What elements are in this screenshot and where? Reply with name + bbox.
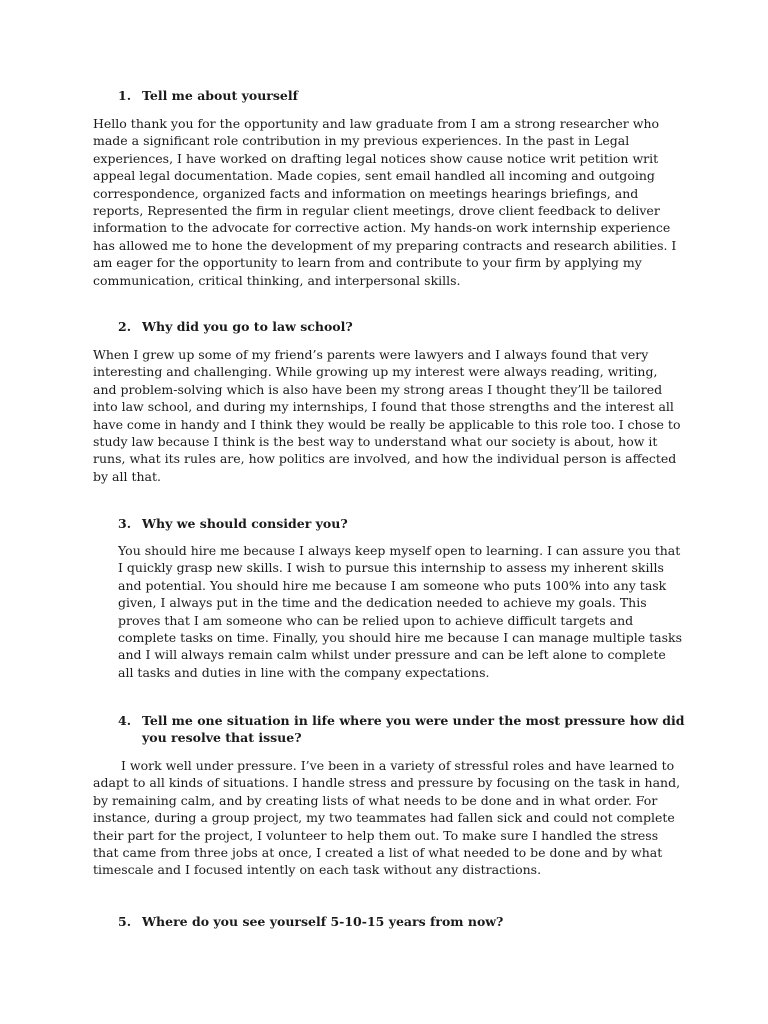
question-title: Why we should consider you? <box>142 516 348 531</box>
question-number: 5. <box>118 914 132 929</box>
question-title: Where do you see yourself 5-10-15 years from now? <box>142 914 504 929</box>
question-title: Why did you go to law school? <box>142 319 353 334</box>
answer-paragraph-2: When I grew up some of my friend’s parents were lawyers and I always found that very interesting and challenging. While growing up my interest were always reading, writing, and problem-solving which is also have been my strong areas I thought they’ll be tailored into law school, and during my internships, I found that those strengths and the interest all have come in handy and I think they would be really be applicable to this role too. I chose to study law because I think is the best way to understand what our society is about, how it runs, what its rules are, how politics are involved, and how the individual person is affected by all that. <box>93 347 681 484</box>
question-number: 3. <box>118 516 132 531</box>
question-heading-1 <box>118 87 298 104</box>
question-title: Tell me about yourself <box>142 88 298 103</box>
question-heading-3 <box>118 515 348 532</box>
question-number: 2. <box>118 319 132 334</box>
answer-paragraph-3: You should hire me because I always keep myself open to learning. I can assure you that I quickly grasp new skills. I wish to pursue this internship to assess my inherent skills and potential. You should hire me because I am someone who puts 100% into any task given, I always put in the time and the dedication needed to achieve my goals. This proves that I am someone who can be relied upon to achieve difficult targets and complete tasks on time. Finally, you should hire me because I can manage multiple tasks and I will always remain calm whilst under pressure and can be left alone to complete all tasks and duties in line with the company expectations. <box>118 543 682 680</box>
question-number: 1. <box>118 88 132 103</box>
question-title: Tell me one situation in life where you were under the most pressure how did you resolve that issue? <box>142 713 685 745</box>
question-heading-4 <box>118 712 712 746</box>
question-number: 4. <box>118 713 132 728</box>
answer-paragraph-1: Hello thank you for the opportunity and law graduate from I am a strong researcher who made a significant role contribution in my previous experiences. In the past in Legal experiences, I have worked on drafting legal notices show cause notice writ petition writ appeal legal documentation. Made copies, sent email handled all incoming and outgoing correspondence, organized facts and information on meetings hearings briefings, and reports, Represented the firm in regular client meetings, drove client feedback to deliver information to the advocate for corrective action. My hands-on work internship experience has allowed me to hone the development of my preparing contracts and research abilities. I am eager for the opportunity to learn from and contribute to your firm by applying my communication, critical thinking, and interpersonal skills. <box>93 116 677 288</box>
question-heading-2 <box>118 318 353 335</box>
question-heading-5 <box>118 913 503 930</box>
answer-paragraph-4: I work well under pressure. I’ve been in a variety of stressful roles and have learned to adapt to all kinds of situations. I handle stress and pressure by focusing on the task in hand, by remaining calm, and by creating lists of what needs to be done and in what order. For instance, during a group project, my two teammates had fallen sick and could not complete their part for the project, I volunteer to help them out. To make sure I handled the stress that came from three jobs at once, I created a list of what needed to be done and by what timescale and I focused intently on each task without any distractions. <box>93 758 681 878</box>
